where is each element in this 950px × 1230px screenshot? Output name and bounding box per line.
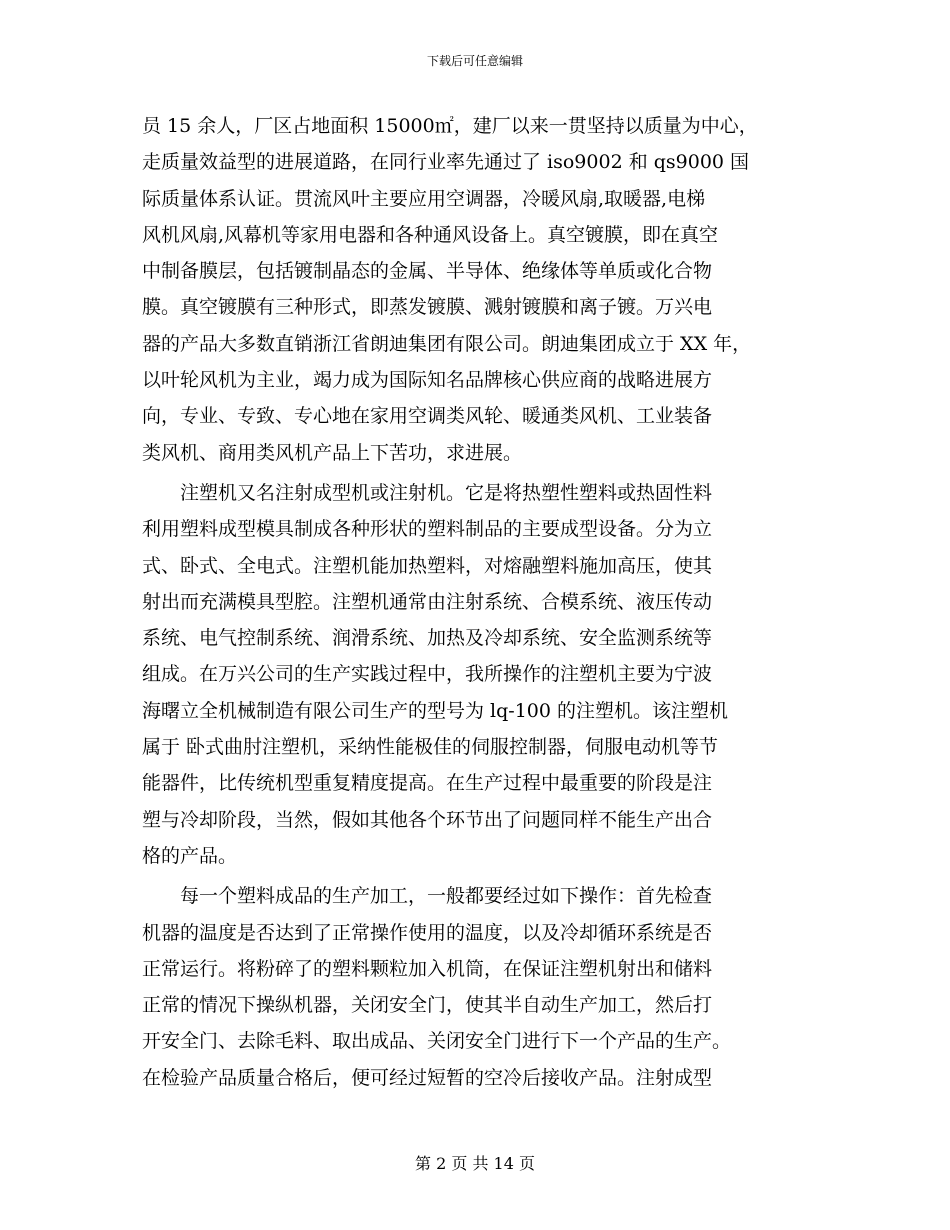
text-line: 员 15 余人，厂区占地面积 15000㎡，建厂以来一贯坚持以质量为中心， <box>142 115 758 137</box>
text-line: 射出而充满模具型腔。注塑机通常由注射系统、合模系统、液压传动 <box>142 590 713 613</box>
text-line: 器的产品大多数直销浙江省朗迪集团有限公司。朗迪集团成立于 XX 年， <box>142 332 752 355</box>
page-footer: 第 2 页 共 14 页 <box>415 1154 535 1173</box>
text-line: 开安全门、去除毛料、取出成品、关闭安全门进行下一个产品的生产。 <box>142 1030 732 1053</box>
text-line: 走质量效益型的进展道路，在同行业率先通过了 iso9002 和 qs9000 国 <box>142 151 750 174</box>
text-line: 风机风扇,风幕机等家用电器和各种通风设备上。真空镀膜，即在真空 <box>142 223 719 246</box>
text-line: 膜。真空镀膜有三种形式，即蒸发镀膜、溅射镀膜和离子镀。万兴电 <box>142 296 713 319</box>
paragraph-2 <box>142 475 812 874</box>
text-line: 注塑机又名注射成型机或注射机。它是将热塑性塑料或热固性料 <box>142 481 713 504</box>
text-line: 正常运行。将粉碎了的塑料颗粒加入机筒，在保证注塑机射出和储料 <box>142 957 713 980</box>
text-line: 海曙立全机械制造有限公司生产的型号为 lq-100 的注塑机。该注塑机 <box>142 699 729 722</box>
text-line: 际质量体系认证。贯流风叶主要应用空调器，冷暖风扇,取暖器,电梯 <box>142 187 706 210</box>
text-line: 格的产品。 <box>142 844 238 867</box>
text-line: 以叶轮风机为主业，竭力成为国际知名品牌核心供应商的战略进展方 <box>142 369 713 392</box>
text-line: 在检验产品质量合格后，便可经过短暂的空冷后接收产品。注射成型 <box>142 1066 713 1089</box>
text-line: 系统、电气控制系统、润滑系统、加热及冷却系统、安全监测系统等 <box>142 627 713 650</box>
text-line: 正常的情况下操纵机器，关闭安全门，使其半自动生产加工，然后打 <box>142 994 713 1017</box>
text-line: 能器件，比传统机型重复精度提高。在生产过程中最重要的阶段是注 <box>142 772 713 795</box>
text-line: 式、卧式、全电式。注塑机能加热塑料，对熔融塑料施加高压，使其 <box>142 554 713 577</box>
document-body <box>142 108 812 1096</box>
paragraph-1 <box>142 108 812 471</box>
text-line: 利用塑料成型模具制成各种形状的塑料制品的主要成型设备。分为立 <box>142 518 713 541</box>
text-line: 属于 卧式曲肘注塑机，采纳性能极佳的伺服控制器，伺服电动机等节 <box>142 736 719 759</box>
text-line: 机器的温度是否达到了正常操作使用的温度，以及冷却循环系统是否 <box>142 921 713 944</box>
text-line: 中制备膜层，包括镀制晶态的金属、半导体、绝缘体等单质或化合物 <box>142 260 713 283</box>
text-line: 塑与冷却阶段，当然，假如其他各个环节出了问题同样不能生产出合 <box>142 808 713 831</box>
text-line: 类风机、商用类风机产品上下苦功，求进展。 <box>142 441 523 464</box>
page-header: 下载后可任意编辑 <box>426 54 523 68</box>
paragraph-3 <box>142 878 812 1096</box>
text-line: 向，专业、专致、专心地在家用空调类风轮、暖通类风机、工业装备 <box>142 405 713 428</box>
text-line: 组成。在万兴公司的生产实践过程中，我所操作的注塑机主要为宁波 <box>142 663 713 686</box>
text-line: 每一个塑料成品的生产加工，一般都要经过如下操作：首先检查 <box>142 885 713 908</box>
